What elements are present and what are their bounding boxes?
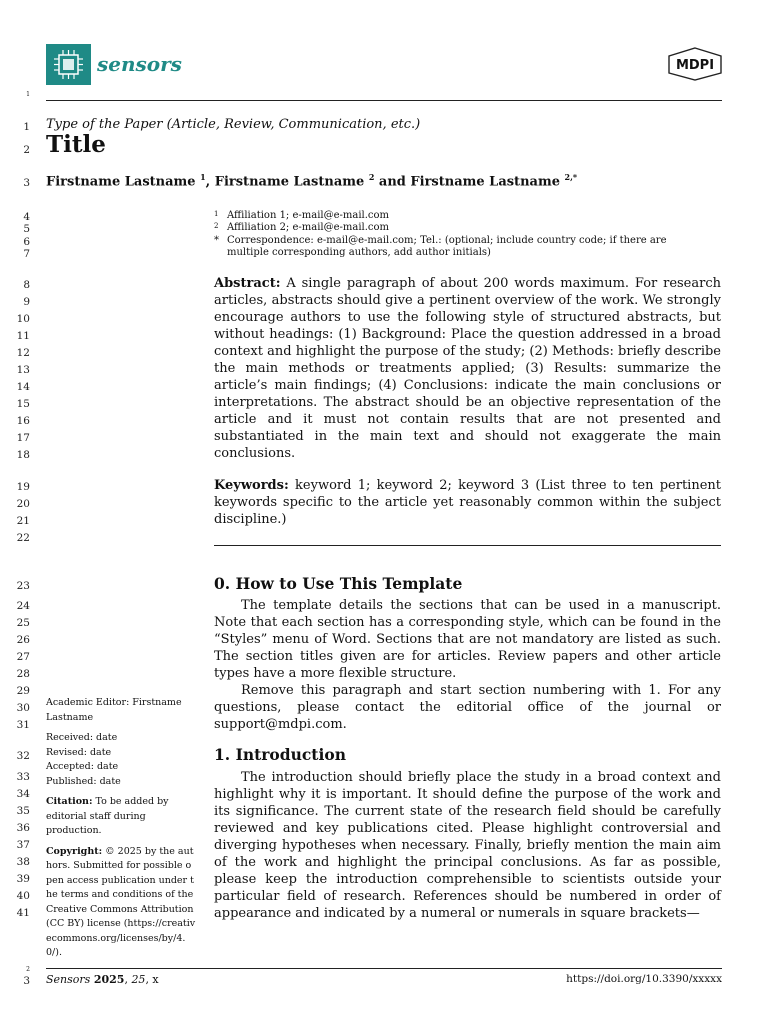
line-number: 32 [16, 750, 30, 762]
line-number: 7 [23, 248, 30, 260]
line-number: 34 [16, 788, 30, 800]
mdpi-logo-icon [667, 47, 723, 81]
line-number: 16 [16, 415, 30, 427]
line-number: 1 [23, 121, 30, 133]
line-number: 19 [16, 481, 30, 493]
header-rule [46, 100, 722, 101]
academic-editor: Academic Editor: Firstname Lastname [46, 697, 182, 723]
line-number: 37 [16, 839, 30, 851]
author-2: , Firstname Lastname [205, 174, 369, 190]
line-number: 29 [16, 685, 30, 697]
line-number: 35 [16, 805, 30, 817]
revised-date: Revised: date [46, 746, 112, 758]
keywords-label: Keywords: [214, 478, 289, 493]
line-number: 21 [16, 515, 30, 527]
line-number: 9 [23, 296, 30, 308]
section-heading: 1. Introduction [214, 745, 346, 764]
line-number: 27 [16, 651, 30, 663]
line-number: 41 [16, 907, 30, 919]
line-number: 36 [16, 822, 30, 834]
author-3: and Firstname Lastname [374, 174, 565, 190]
line-number: 30 [16, 702, 30, 714]
footer-rule [46, 968, 722, 969]
line-number: 5 [23, 223, 30, 235]
line-number: 2 [26, 966, 30, 973]
copyright-note: Copyright: © 2025 by the authors. Submitted for possible open access publication under the terms and conditions of the Creative Commons Attribution (CC BY) license (https://creativecommons.org/licenses/by/4.0/). [46, 845, 196, 958]
line-number: 15 [16, 398, 30, 410]
line-number: 2 [23, 144, 30, 156]
line-number: 17 [16, 432, 30, 444]
line-number: 10 [16, 313, 30, 325]
footer-citation: Sensors 2025, 25, x [46, 973, 159, 986]
citation-note: Citation: To be added by editorial staff during production. [46, 796, 169, 836]
affiliation-1: 1 Affiliation 1; e-mail@e-mail.com [214, 210, 390, 221]
journal-name: sensors [97, 52, 182, 76]
correspondence-cont: multiple corresponding authors, add author initials) [227, 247, 491, 258]
publisher-logo [667, 47, 723, 81]
paper-title: Title [46, 131, 106, 158]
line-number: 3 [23, 975, 30, 987]
abstract-rule [214, 545, 721, 546]
accepted-date: Accepted: date [46, 761, 119, 772]
line-number: 25 [16, 617, 30, 629]
received-date: Received: date [46, 732, 118, 743]
line-number: 26 [16, 634, 30, 646]
doi-link[interactable]: https://doi.org/10.3390/xxxxx [566, 973, 722, 985]
abstract-label: Abstract: [214, 276, 281, 291]
correspondence: * Correspondence: e-mail@e-mail.com; Tel.: (optional; include country code; if there are [214, 235, 667, 246]
affiliation-2: 2 Affiliation 2; e-mail@e-mail.com [214, 222, 390, 233]
line-number: 18 [16, 449, 30, 461]
paper-type: Type of the Paper (Article, Review, Communication, etc.) [46, 117, 421, 132]
keywords: Keywords: keyword 1; keyword 2; keyword 3 (List three to ten pertinent keywords specific to the article yet reasonably common within the subject discipline.) [214, 478, 721, 527]
line-number: 39 [16, 873, 30, 885]
journal-logo [46, 44, 91, 85]
line-number: 4 [23, 211, 30, 223]
line-number: 20 [16, 498, 30, 510]
line-number: 8 [23, 279, 30, 291]
abstract: Abstract: A single paragraph of about 200 words maximum. For research articles, abstracts should give a pertinent overview of the work. We strongly encourage authors to use the following style of structured abstracts, but without headings: (1) Background: Place the question addressed in a broad context and highlight the purpose of the study; (2) Methods: briefly describe the main methods or treatments applied; (3) Results: summarize the article’s main findings; (4) Conclusions: indicate the main conclusions or interpretations. The abstract should be an objective representation of the article and it must not contain results that are not presented and substantiated in the main text and should not exaggerate the main conclusions. [214, 276, 721, 461]
line-number: 31 [16, 719, 30, 731]
line-number: 40 [16, 890, 30, 902]
line-number: 28 [16, 668, 30, 680]
line-number: 1 [26, 91, 30, 98]
publisher-label: MDPI [675, 58, 715, 73]
chip-icon [46, 44, 91, 85]
sidebar-info [46, 696, 196, 967]
published-date: Published: date [46, 775, 121, 787]
line-number: 12 [16, 347, 30, 359]
section-body: The introduction should briefly place the study in a broad context and highlight why it is important. It should define the purpose of the work and its significance. The current state of the research field should be carefully reviewed and key publications cited. Please highlight controversial and diverging hypotheses when necessary. Finally, briefly mention the main aim of the work and highlight the principal conclusions. As far as possible, please keep the introduction comprehensible to scientists outside your particular field of research. References should be numbered in order of appearance and indicated by a numeral or numerals in square brackets— [214, 770, 721, 921]
line-number: 11 [16, 330, 30, 342]
line-number: 14 [16, 381, 30, 393]
line-number: 3 [23, 177, 30, 189]
author-list: Firstname Lastname $^1$, Firstname Lastname $^2$ and Firstname Lastname $^{2,*}$ [46, 172, 578, 190]
section-heading: 0. How to Use This Template [214, 574, 463, 593]
line-number: 23 [16, 580, 30, 592]
author-1: Firstname Lastname [46, 174, 201, 190]
line-number: 33 [16, 771, 30, 783]
section-body: The template details the sections that can be used in a manuscript. Note that each section has a corresponding style, which can be found in the “Styles” menu of Word. Sections that are not mandatory are listed as such. The section titles given are for articles. Review papers and other article types have a more flexible structure. Remove this paragraph and start section numbering with 1. For any questions, please contact the editorial office of the journal or support@mdpi.com. [214, 598, 721, 732]
line-number: 24 [16, 600, 30, 612]
line-number: 13 [16, 364, 30, 376]
line-number: 6 [23, 236, 30, 248]
line-number: 38 [16, 856, 30, 868]
line-number: 22 [16, 532, 30, 544]
